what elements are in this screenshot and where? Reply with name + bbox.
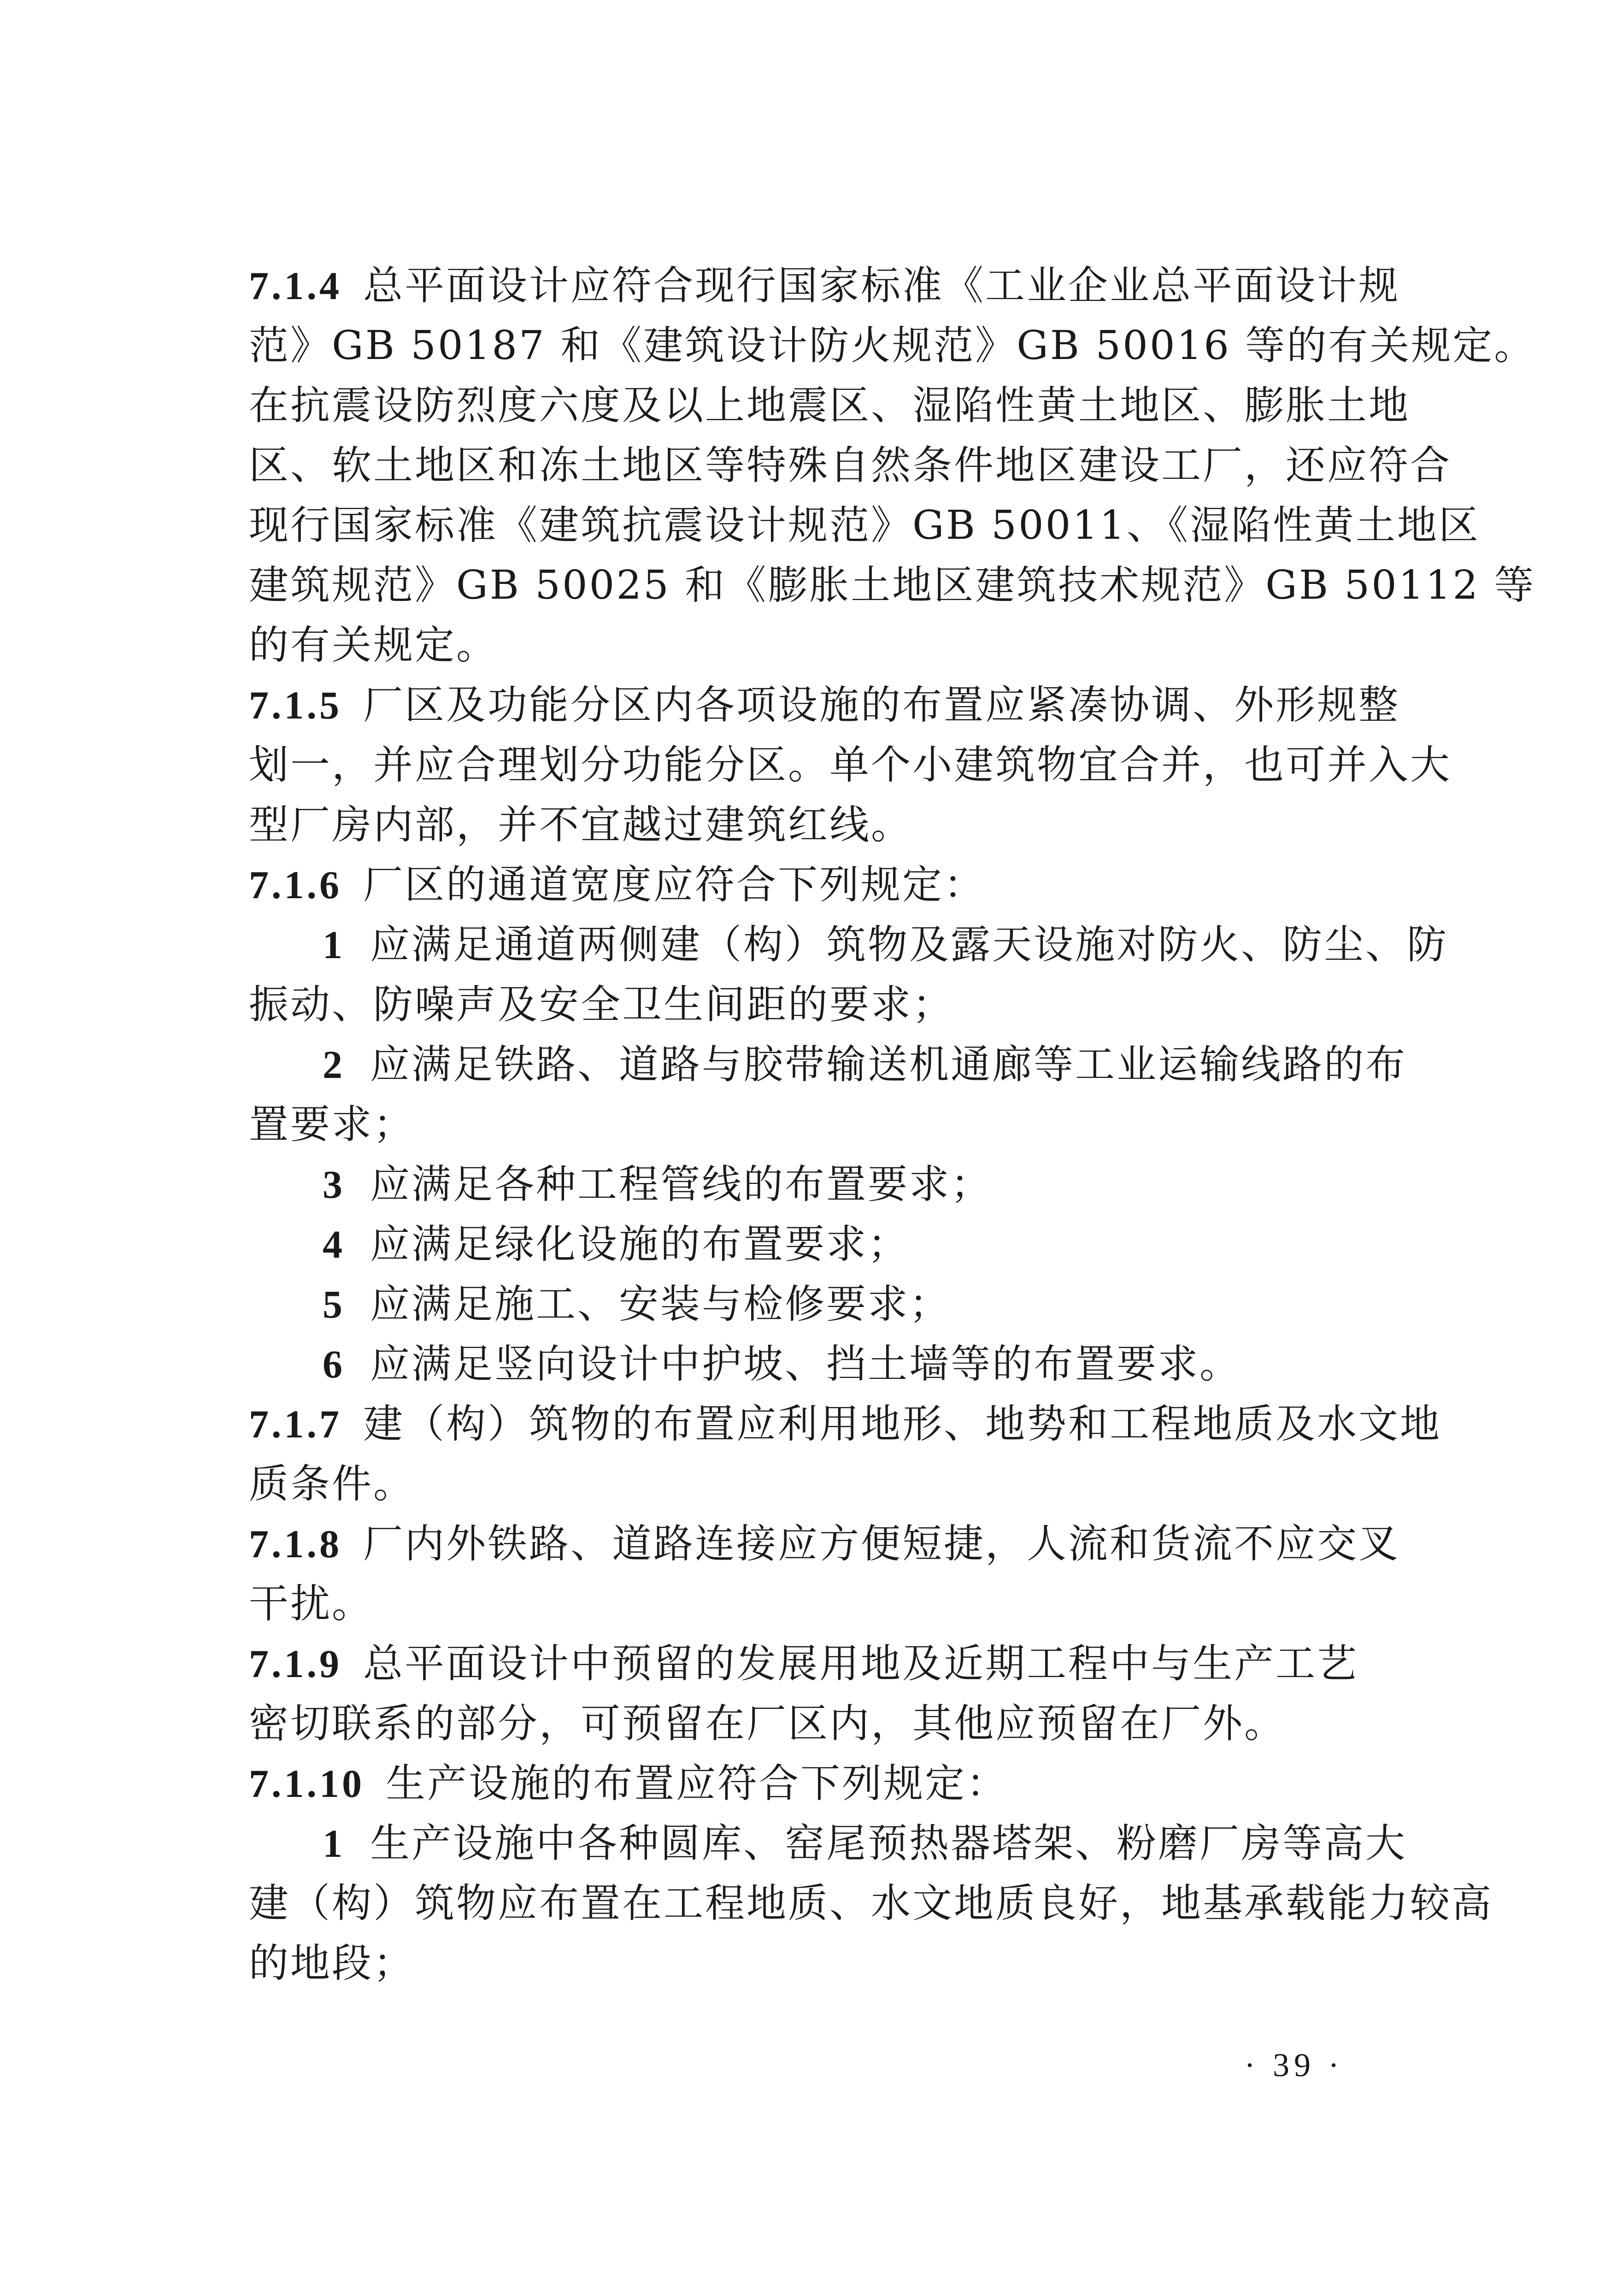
clause-number: 7.1.5 [249,683,342,727]
clause-7-1-7-line-2: 质条件。 [249,1461,415,1507]
list-item-10-1-line-3: 的地段； [249,1940,415,1986]
list-item-3: 3 应满足各种工程管线的布置要求； [323,1161,992,1207]
clause-7-1-8-line-2: 干扰。 [249,1581,373,1627]
list-item-1-line-2: 振动、防噪声及安全卫生间距的要求； [249,982,954,1028]
clause-7-1-4-line-5: 现行国家标准《建筑抗震设计规范》GB 50011、《湿陷性黄土地区 [249,502,1480,548]
list-item-5: 5 应满足施工、安装与检修要求； [323,1281,951,1327]
clause-7-1-5-line-1: 7.1.5 厂区及功能分区内各项设施的布置应紧凑协调、外形规整 [249,682,1400,728]
list-item-4: 4 应满足绿化设施的布置要求； [323,1221,909,1267]
clause-number: 7.1.6 [249,863,342,907]
clause-7-1-4-line-1: 7.1.4 总平面设计应符合现行国家标准《工业企业总平面设计规 [249,263,1400,309]
clause-7-1-4-line-2: 范》GB 50187 和《建筑设计防火规范》GB 50016 等的有关规定。 [249,323,1536,369]
clause-7-1-6-intro: 7.1.6 厂区的通道宽度应符合下列规定： [249,862,985,908]
clause-7-1-8-line-1: 7.1.8 厂内外铁路、道路连接应方便短捷，人流和货流不应交叉 [249,1521,1400,1567]
clause-7-1-4-line-7: 的有关规定。 [249,622,498,668]
clause-number: 7.1.4 [249,264,342,308]
list-item-2-line-1: 2 应满足铁路、道路与胶带输送机通廊等工业运输线路的布 [323,1042,1407,1088]
page-number: · 39 · [1244,2047,1344,2084]
list-item-6: 6 应满足竖向设计中护坡、挡土墙等的布置要求。 [323,1341,1241,1387]
list-item-10-1-line-2: 建（构）筑物应布置在工程地质、水文地质良好，地基承载能力较高 [249,1880,1493,1926]
clause-number: 7.1.8 [249,1522,342,1566]
clause-7-1-5-line-2: 划一，并应合理划分功能分区。单个小建筑物宜合并，也可并入大 [249,742,1452,788]
list-item-10-1-line-1: 1 生产设施中各种圆库、窑尾预热器塔架、粉磨厂房等高大 [323,1820,1407,1866]
clause-number: 7.1.10 [249,1761,365,1806]
list-item-2-line-2: 置要求； [249,1101,415,1148]
clause-number: 7.1.7 [249,1402,342,1446]
clause-number: 7.1.9 [249,1642,342,1686]
clause-7-1-7-line-1: 7.1.7 建（构）筑物的布置应利用地形、地势和工程地质及水文地 [249,1401,1441,1447]
clause-7-1-9-line-1: 7.1.9 总平面设计中预留的发展用地及近期工程中与生产工艺 [249,1641,1358,1687]
clause-7-1-5-line-3: 型厂房内部，并不宜越过建筑红线。 [249,802,912,848]
list-item-1-line-1: 1 应满足通道两侧建（构）筑物及露天设施对防火、防尘、防 [323,922,1448,968]
clause-7-1-10-intro: 7.1.10 生产设施的布置应符合下列规定： [249,1760,1008,1807]
clause-7-1-4-line-4: 区、软土地区和冻土地区等特殊自然条件地区建设工厂，还应符合 [249,442,1452,489]
clause-7-1-4-line-6: 建筑规范》GB 50025 和《膨胀土地区建筑技术规范》GB 50112 等 [249,562,1536,608]
clause-7-1-4-line-3: 在抗震设防烈度六度及以上地震区、湿陷性黄土地区、膨胀土地 [249,383,1410,429]
clause-7-1-9-line-2: 密切联系的部分，可预留在厂区内，其他应预留在厂外。 [249,1701,1286,1747]
